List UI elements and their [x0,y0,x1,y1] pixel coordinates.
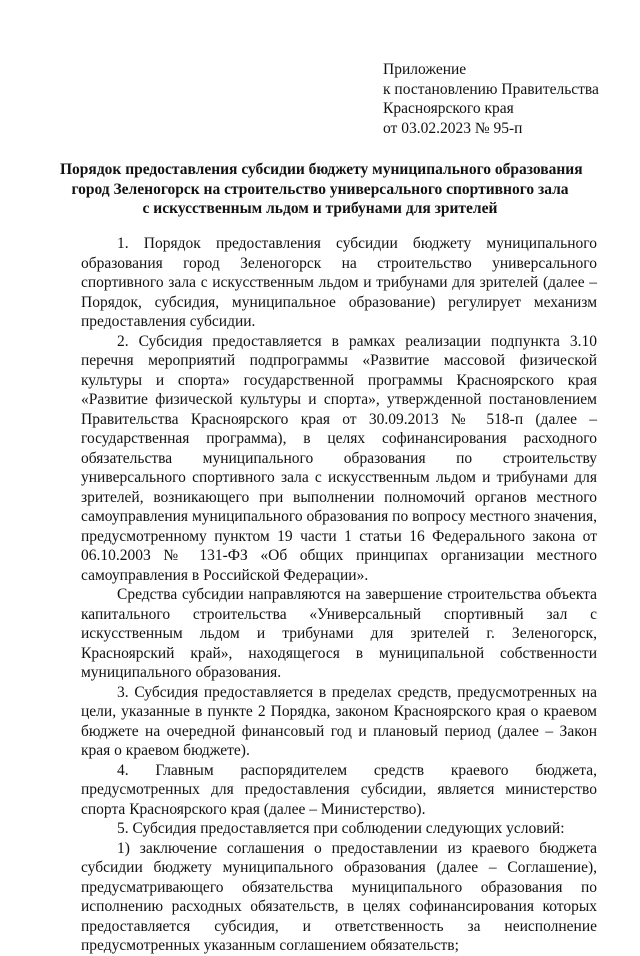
title-line-1: Порядок предоставления субсидии бюджету муниципального образования [60,161,583,178]
appendix-line-3: Красноярского края [383,100,514,117]
document-title [60,160,583,219]
paragraph-5-item-1: 1) заключение соглашения о предоставлении из краевого бюджета субсидии бюджету муниципального образования (далее – Соглашение), предусматривающего обязательства муниципального образования по исполнению расходных обязательств, в целях софинансирования которых предоставляется субсидия, и ответственность за неисполнение предусмотренных указанным соглашением обязательств; [81,839,597,954]
title-line-2: город Зеленогорск на строительство универсального спортивного зала [71,180,569,198]
paragraph-2: 2. Субсидия предоставляется в рамках реализации подпункта 3.10 перечня мероприятий подпрограммы «Развитие массовой физической культуры и спорта» государственной программы Красноярского края «Развитие физической культуры и спорта», утвержденной постановлением Правительства Красноярского края от 30.09.2013 № 518-п (далее – государственная программа), в целях софинансирования расходного обязательства муниципального образования по строительству универсального спортивного зала с искусственным льдом и трибунами для зрителей, возникающего при выполнении полномочий органов местного самоуправления муниципального образования по вопросу местного значения, предусмотренному пунктом 19 части 1 статьи 16 Федерального закона от 06.10.2003 № 131-ФЗ «Об общих принципах организации местного самоуправления в Российской Федерации». [81,332,597,584]
appendix-line-2: к постановлению Правительства [383,80,599,98]
paragraph-2-continuation: Средства субсидии направляются на завершение строительства объекта капитального строительства «Универсальный спортивный зал с искусственным льдом и трибунами для зрителей г. Зеленогорск, Красноярский край», находящегося в муниципальной собственности муниципального образования. [81,586,597,681]
paragraph-3: 3. Субсидия предоставляется в пределах средств, предусмотренных на цели, указанные в пункте 2 Порядка, законом Красноярского края о краевом бюджете на очередной финансовый год и плановый период (далее – Закон края о краевом бюджете). [81,683,597,759]
title-line-3: с искусственным льдом и трибунами для зрителей [142,200,498,217]
paragraph-4: 4. Главным распорядителем средств краевого бюджета, предусмотренных для предоставления субсидии, является министерство спорта Красноярского края (далее – Министерство). [81,761,597,818]
document-body [81,234,597,956]
appendix-line-4: от 03.02.2023 № 95-п [383,119,523,137]
paragraph-1: 1. Порядок предоставления субсидии бюджету муниципального образования город Зеленогорск на строительство универсального спортивного зала с искусственным льдом и трибунами для зрителей (далее – Порядок, субсидия, муниципальное образование) регулирует механизм предоставления субсидии. [81,235,597,330]
paragraph-5: 5. Субсидия предоставляется при соблюдении следующих условий: [117,820,565,837]
appendix-line-1: Приложение [383,61,467,78]
appendix-block [383,60,599,138]
